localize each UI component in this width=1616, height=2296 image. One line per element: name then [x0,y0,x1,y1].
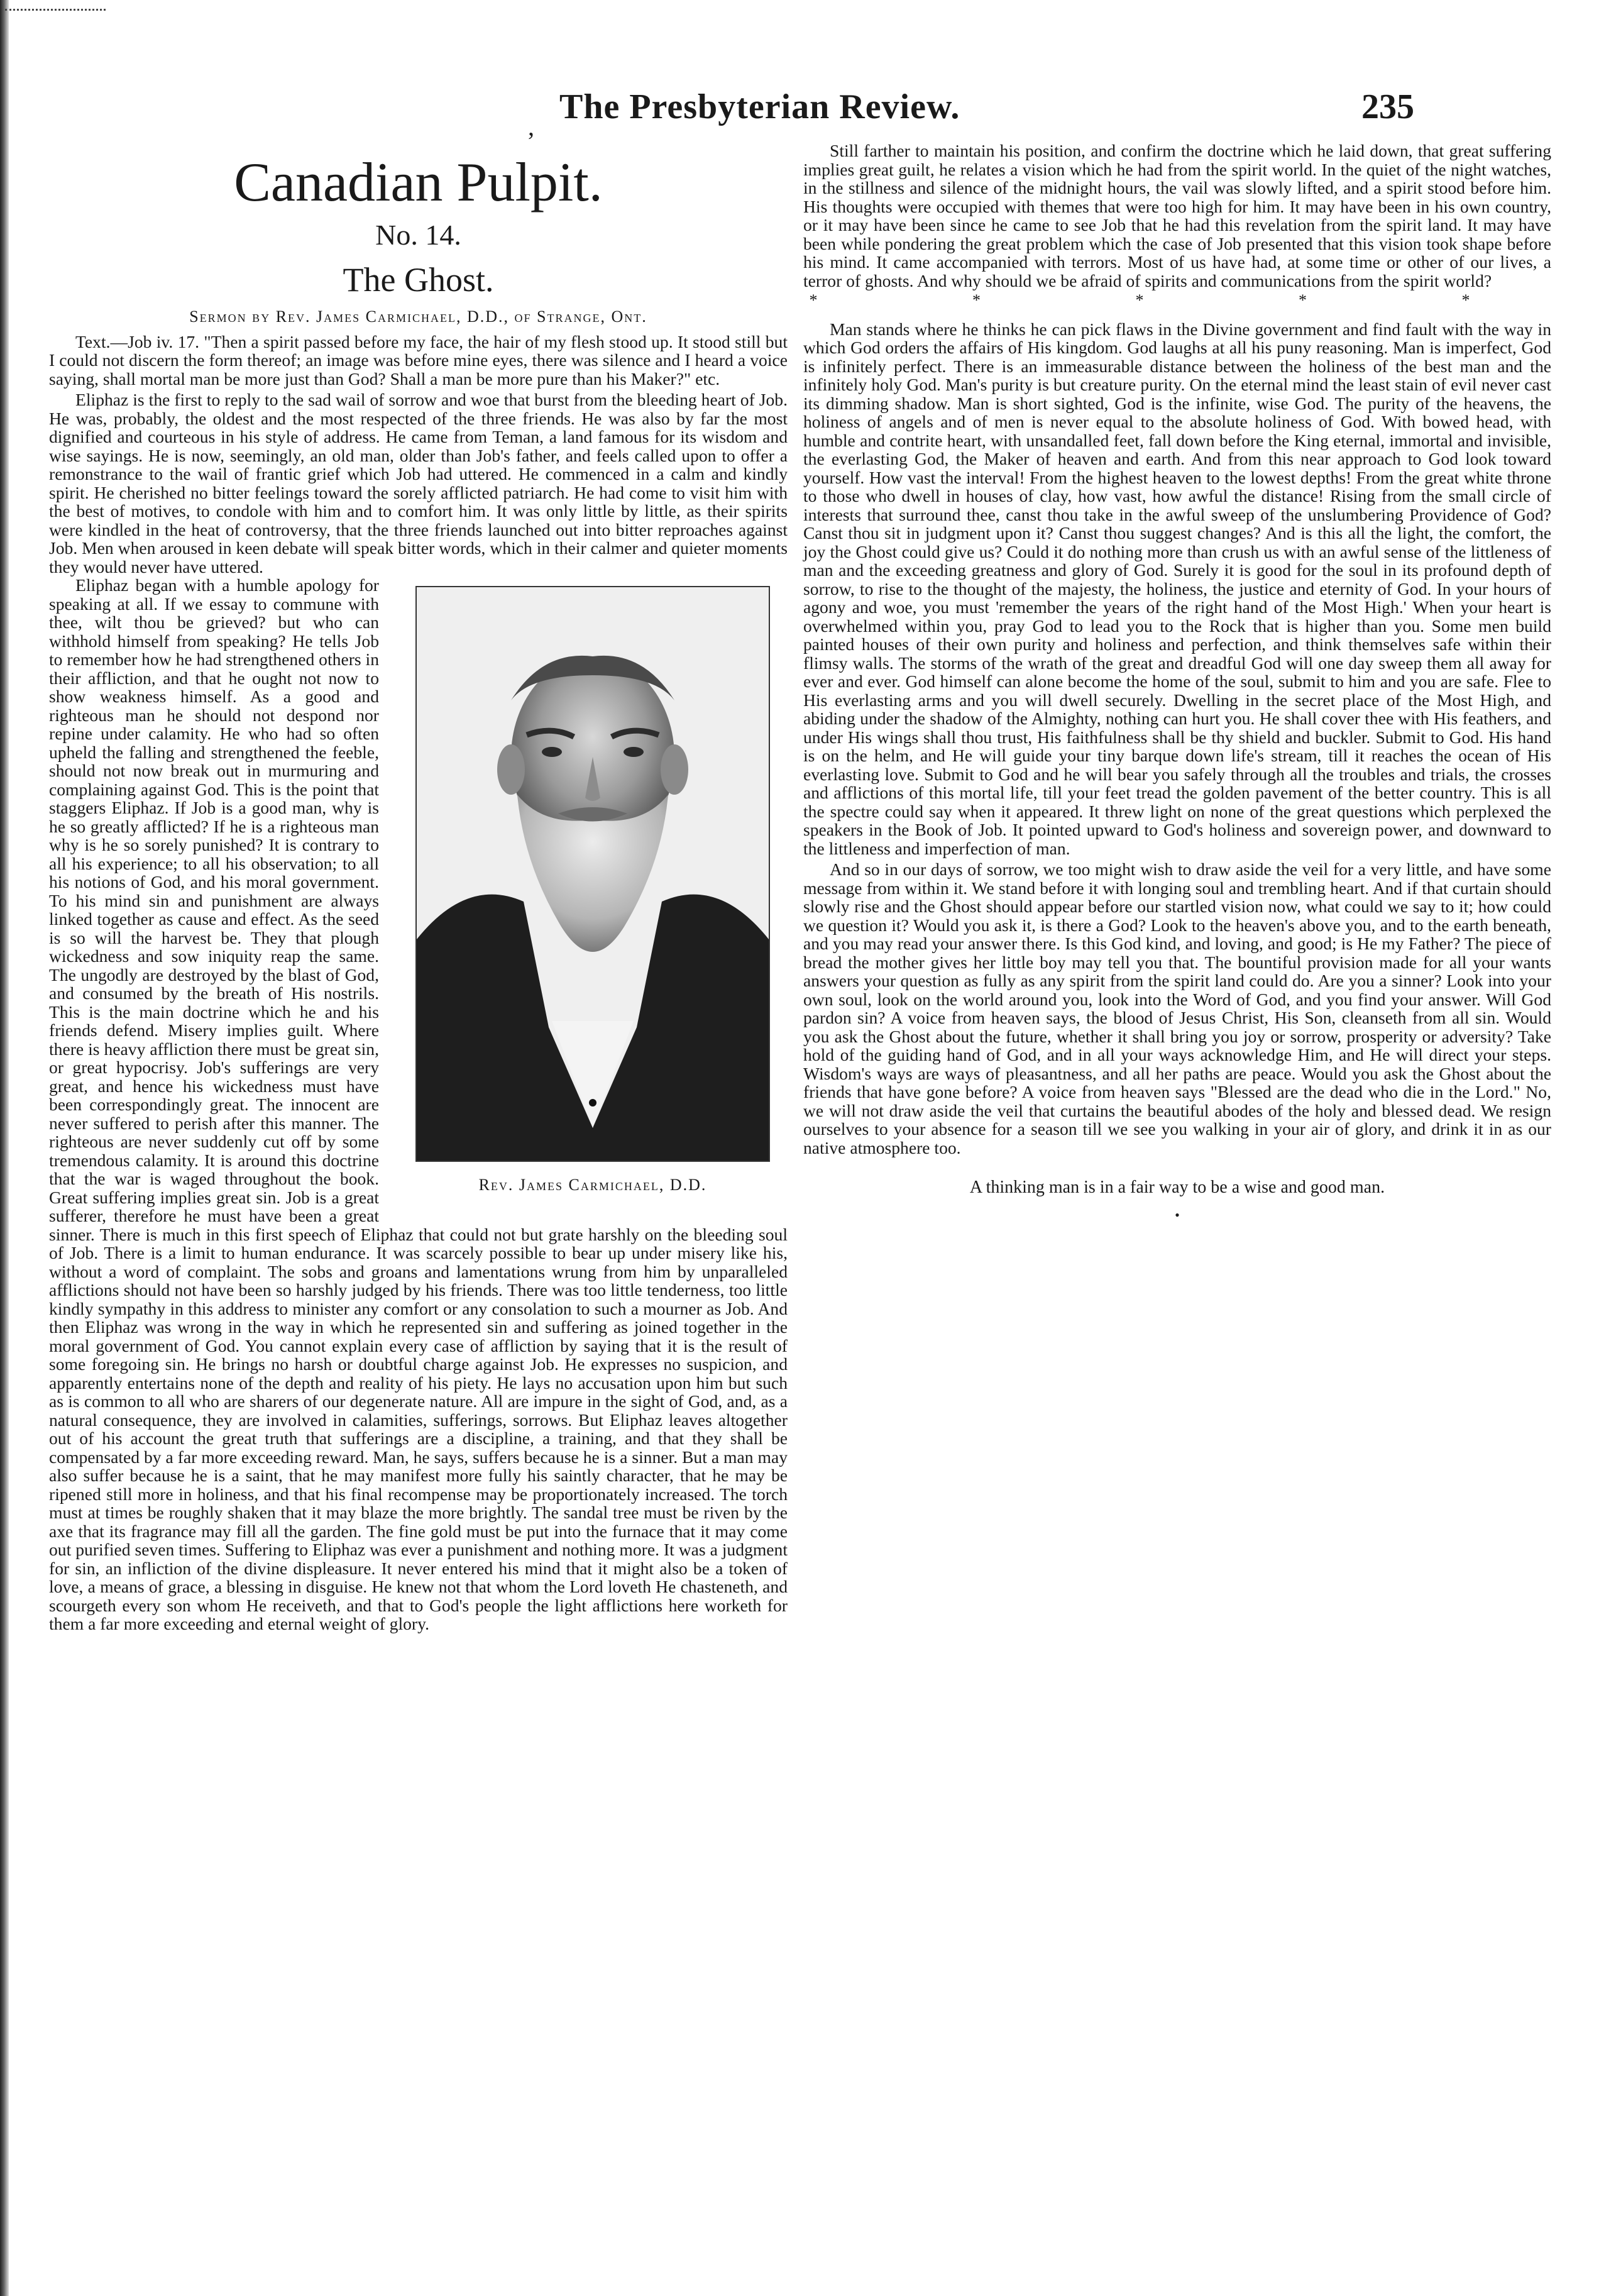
body-paragraph: Eliphaz began with a humble apology for speaking at all. If we essay to commune with thee, wilt thou be grieved? but who can withhold himself from speaking? He tells Job to remember how he had strengthened others in their affliction, and that he ought not now to show weakness himself. As a good and righteous man he should not despond nor repine under calamity. He who had so often upheld the falling and strengthened the feeble, should not now break out in murmuring and complaining against God. This is the point that staggers Eliphaz. If Job is a good man, why is he so greatly afflicted? If he is a righteous man why is he so sorely punished? It is contrary to all his experience; to all his observation; to all his notions of God, and his moral government. To his mind sin and punishment are always linked together as cause and effect. As the seed is so will the harvest be. They that plough wickedness and sow iniquity reap the same. The ungodly are destroyed by the blast of God, and consumed by the breath of His nostrils. This is the main doctrine which he and his friends defend. Misery implies guilt. Where there is heavy affliction there must be great sin, or great hypocrisy. Job's sufferings are very great, and hence his wickedness must have been correspondingly great. The innocent are never suffered to perish after this manner. The righteous are never suddenly cut off by some tremendous calamity. It is around this doctrine that the war is waged throughout the book. Great suffering implies great sin. Job is a great sufferer, therefore he must have been a great sinner. There is much in this first speech of Eliphaz that could not but grate harshly on the bleeding soul of Job. There is a limit to human endurance. It was scarcely possible to bear up under misery like his, without a word of complaint. The sobs and groans and lamentations wrung from him by unparalleled afflictions should not have been so harshly judged by his friends. There was too little tenderness, too little kindly sympathy in this address to minister any comfort or any consolation to such a mourner as Job. And then Eliphaz was wrong in the way in which he represented sin and suffering as joined together in the moral government of God. You cannot explain every case of affliction by saying that it is the result of some foregoing sin. He brings no harsh or doubtful charge against Job. He expresses no suspicion, and apparently entertains none of the depth and reality of his piety. He lays no accusation upon him but such as is common to all who are sharers of our degenerate nature. All are impure in the sight of God, and, as a natural consequence, they are involved in calamities, sufferings, sorrows. But Eliphaz leaves altogether out of his account the great truth that sufferings are a discipline, a training, and that they shall be compensated by a far more exceeding reward. Man, he says, suffers because he is a sinner. But a man may also suffer because he is a saint, that he may manifest more fully his saintly character, that he may be ripened still more in holiness, and that his final recompense may be proportionately increased. The torch must at times be roughly shaken that it may blaze the more brightly. The sandal tree must be riven by the axe that its fragrance may fill all the garden. The fine gold must be put into the furnace that it may come out purified seven times. Suffering to Eliphaz was ever a punishment and nothing more. It was a judgment for sin, an infliction of the divine displeasure. It never entered his mind that it might also be a token of love, a means of grace, a blessing in disguise. He knew not that whom the Lord loveth He chasteneth, and scourgeth every son whom He receiveth, and that to God's people the light afflictions here worketh for them a far more exceeding and eternal weight of glory. [49,575,788,1633]
body-paragraph: And so in our days of sorrow, we too might wish to draw aside the veil for a very little, and have some message from within it. We stand before it with longing soul and trembling heart. And if that curtain should slowly rise and the Ghost should appear before our startled vision now, what could we say to it; how could we question it? Would you ask it, is there a God? Look to the heaven's above you, and to the earth beneath, and you may read your answer there. Is this God kind, and loving, and good; is He my Father? The piece of bread the mother gives her little boy may tell you that. The bountiful provision made for all your wants answers your question as fully as any spirit from the spirit land could do. Are you a sinner? Look into your own soul, look on the world around you, look into the Word of God, and you find your answer. Will God pardon sin? A voice from heaven says, the blood of Jesus Christ, His Son, cleanseth from all sin. Would you ask the Ghost about the future, whether it shall bring you joy or sorrow, prosperity or adversity? Take hold of the guiding hand of God, and in all your ways acknowledge Him, and He will direct your steps. Wisdom's ways are ways of pleasantness, and all her paths are peace. Would you ask the Ghost about the friends that have gone before? A voice from heaven says "Blessed are the dead who die in the Lord." No, we will not draw aside the veil that curtains the beautiful abodes of the holy and blessed dead. We resign ourselves to your absence for a season till we see you walking in your air of glory, and drink it in as our native atmosphere too. [803,859,1551,1157]
body-paragraph: Eliphaz is the first to reply to the sad wail of sorrow and woe that burst from the bleeding heart of Job. He was, probably, the oldest and the most respected of the three friends. He was also by far the most dignified and courteous in his style of address. He came from Teman, a land famous for its wisdom and wise sayings. He is now, seemingly, an old man, older than Job's father, and feels called upon to offer a remonstrance to the wail of frantic grief which Job had uttered. He commenced in a calm and kindly spirit. He cherished no bitter feelings toward the sorely afflicted patriarch. He had come to visit him with the best of motives, to condole with him and to comfort him. It was only little by little, as their spirits were kindled in the heat of controversy, that the three friends launched out into bitter reproaches against Job. Men when aroused in keen debate will speak bitter words, which in their calmer and quieter moments they would never have uttered. [49,390,788,577]
scan-mark [5,9,106,17]
text-paragraph: Text.—Job iv. 17. "Then a spirit passed before my face, the hair of my flesh stood up. It stood still but I could not discern the form thereof; an image was before mine eyes, there was silence and I heard a voice saying, shall mortal man be more just than God? Shall a man be more pure than his Maker?" etc. [49,331,788,389]
sermon-number: No. 14. [375,219,461,251]
body-paragraph: Man stands where he thinks he can pick flaws in the Divine government and find fault with the way in which God orders the affairs of His kingdom. God laughs at all his puny reasoning. Man is imperfect, God is infinitely perfect. There is an immeasurable distance between the holiness of the best man and the infinitely holy God. Man's purity is but creature purity. On the eternal mind the least stain of evil never cast its dimming shadow. Man is short sighted, God is the infinite, wise God. The purity of the heavens, the holiness of angels and of men is never equal to the absolute holiness of God. With bowed head, with humble and contrite heart, with unsandalled feet, fall down before the King eternal, immortal and invisible, the everlasting God, the Maker of heaven and earth. And from this near approach to God look toward yourself. How vast the interval! From the highest heaven to the lowest depths! From the great white throne to those who dwell in houses of clay, how vast, how awful the distance! Rising from the small circle of interests that surround thee, canst thou take in the awful sweep of the unslumbering Providence of God? Canst thou sit in judgment upon it? Canst thou suggest changes? And is this all the light, the comfort, the joy the Ghost could give us? Could it do nothing more than crush us with an awful sense of the littleness of man and the exceeding greatness and glory of God. Surely it is good for the soul in its profound depth of sorrow, to rise to the thought of the majesty, the holiness, the justice and eternity of God. In your hours of agony and woe, you must 'remember the years of the right hand of the Most High.' When your heart is overwhelmed within you, pray God to lead you to the Rock that is higher than you. Some men build painted houses of their own purity and holiness and perfection, and think themselves safe within their flimsy walls. The storms of the wrath of the great and dreadful God will one day sweep them all away for ever and ever. God himself can alone become the home of the soul, submit to him and you are safe. Flee to His everlasting arms and you will dwell securely. Dwelling in the secret place of the Most High, and abiding under the shadow of the Almighty, nothing can hurt you. He shall cover thee with His feathers, and under His wings shall thou trust, His faithfulness shall be thy shield and buckler. Submit to God. His hand is on the helm, and He will guide your tiny barque down life's stream, till it reaches the ocean of His everlasting love. Submit to God and he will bear you safely through all the troubles and trials, the crosses and afflictions of this mortal life, till your feet tread the golden pavement of the better country. This is all the spectre could say when it appeared. It threw light on none of the great questions which perplexed the speakers in the Book of Job. It pointed upward to God's holiness and sovereign power, and downward to the littleness and imperfection of man. [803,319,1551,858]
section-separator: * * * * * [809,291,1546,309]
sermon-title: The Ghost. [343,261,494,299]
end-mark: • [1175,1206,1180,1223]
body-paragraph: Still farther to maintain his position, and confirm the doctrine which he laid down, that great suffering implies great guilt, he relates a vision which he had from the spirit world. In the quiet of the night watches, in the stillness and silence of the midnight hours, the vail was slowly lifted, and a spirit stood before him. His thoughts were occupied with themes that were too high for him. It may have been in his own country, or it may have been since he came to see Job that he had this revelation from the spirit land. It may have been while pondering the great problem which the case of Job presented that this vision took shape before his mind. It came accompanied with terrors. Most of us have had, at some time or other of our lives, a terror of ghosts. And why should we be afraid of spirits and communications from the spirit world? [803,141,1551,290]
portrait-caption: Rev. James Carmichael, D.D. [478,1176,707,1194]
right-column [803,141,1551,2134]
section-title: Canadian Pulpit. [234,152,603,213]
stray-comma: , [528,113,534,141]
left-column [49,141,788,2134]
page-binding-edge [0,0,9,2296]
page-number: 235 [1361,87,1414,126]
running-head [528,87,1414,141]
portrait-frame [415,586,770,1162]
newspaper-name: The Presbyterian Review. [559,87,960,126]
closing-line: A thinking man is in a fair way to be a wise and good man. [969,1178,1385,1197]
portrait-figure [398,586,788,1215]
portrait-image [417,587,769,1161]
byline: Sermon by Rev. James Carmichael, D.D., of Strange, Ont. [189,307,647,326]
